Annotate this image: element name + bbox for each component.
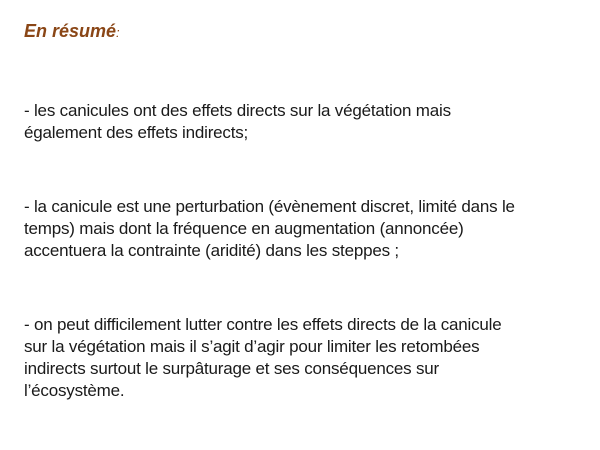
bullet-line: accentuera la contrainte (aridité) dans les steppes ;	[24, 241, 399, 260]
slide-title	[24, 20, 120, 44]
bullet-line: également des effets indirects;	[24, 123, 249, 142]
slide-title-text: En résumé	[24, 21, 117, 41]
bullet-line: - la canicule est une perturbation (évènement discret, limité dans le	[24, 197, 515, 216]
bullet-line: indirects surtout le surpâturage et ses conséquences sur	[24, 359, 439, 378]
bullet-line: sur la végétation mais il s’agit d’agir pour limiter les retombées	[24, 337, 480, 356]
bullet-point	[24, 100, 584, 144]
bullet-line: temps) mais dont la fréquence en augmentation (annoncée)	[24, 219, 464, 238]
slide-title-colon: :	[116, 25, 120, 40]
bullet-line: l’écosystème.	[24, 381, 125, 400]
bullet-line: - les canicules ont des effets directs sur la végétation mais	[24, 101, 451, 120]
bullet-point	[24, 196, 584, 262]
bullet-line: - on peut difficilement lutter contre les effets directs de la canicule	[24, 315, 502, 334]
bullet-point	[24, 314, 584, 402]
